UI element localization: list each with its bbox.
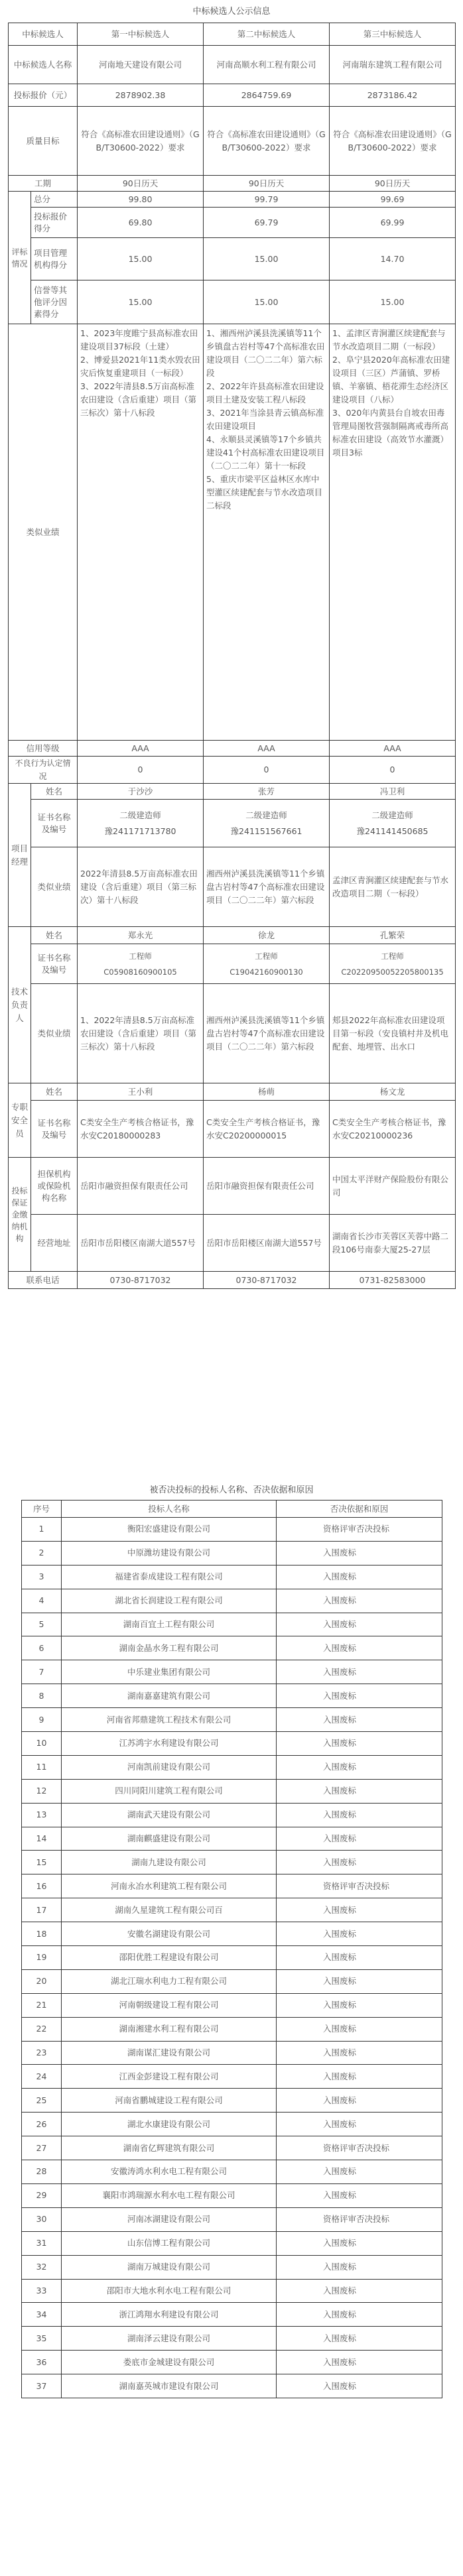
credit-score: 15.00: [78, 280, 204, 324]
row-index: 13: [22, 1803, 62, 1827]
rejection-reason: 入围废标: [277, 1565, 442, 1589]
pm-performance: 孟津区青涧灌区续建配套与节水改造项目二期（一标段）: [330, 847, 456, 927]
header-cell: 第三中标候选人: [330, 23, 456, 46]
pm-cert: 二级建造师 豫241141450685: [330, 800, 456, 847]
tech-cert-label: 证书名称及编号: [31, 944, 78, 984]
bid-score-label: 投标报价得分: [31, 208, 78, 238]
table-row: [22, 1827, 442, 1851]
row-index: 29: [22, 2183, 62, 2207]
row-index: 4: [22, 1589, 62, 1613]
rejection-reason: 入围废标: [277, 2374, 442, 2398]
row-index: 9: [22, 1708, 62, 1732]
pm-name-row: [9, 784, 456, 800]
rejection-reason: 入围废标: [277, 1755, 442, 1779]
table-row: [22, 2065, 442, 2089]
safety-cert: C类安全生产考核合格证书，豫水安C20210000236: [330, 1101, 456, 1158]
bidder-name: 中乐建业集团有限公司: [62, 1660, 277, 1684]
credit-label: 信誉等其他评分因素得分: [31, 280, 78, 324]
bidder-name: 湖南久星建筑工程有限公司百: [62, 1898, 277, 1922]
pm-cert: 二级建造师 豫241151567661: [204, 800, 330, 847]
credit-row: [9, 280, 456, 324]
tech-name: 郑永光: [78, 927, 204, 944]
quality-target: 符合《高标准农田建设通则》（GB/T30600-2022）要求: [204, 107, 330, 176]
bad-behavior-row: [9, 757, 456, 784]
candidate-name: 河南高顺水利工程有限公司: [204, 46, 330, 84]
credit-level-row: [9, 741, 456, 757]
table-row: [22, 2327, 442, 2351]
bad-behavior-value: 0: [204, 757, 330, 784]
table-row: [22, 2136, 442, 2160]
bidder-name: 湖南万城建设有限公司: [62, 2255, 277, 2279]
performance-row: [9, 324, 456, 741]
pm-perf-row: [9, 847, 456, 927]
total-score: 99.79: [204, 192, 330, 208]
safety-cert: C类安全生产考核合格证书，豫水安C20180000283: [78, 1101, 204, 1158]
mgmt-row: [9, 238, 456, 280]
row-label: 工期: [9, 176, 78, 192]
phone: 0730-8717032: [78, 1272, 204, 1289]
rejection-reason: 入围废标: [277, 2351, 442, 2374]
header-cell: 投标人名称: [62, 1501, 277, 1518]
pm-name-label: 姓名: [31, 784, 78, 800]
rejection-reason: 入围废标: [277, 1541, 442, 1565]
tech-performance: 湘西州泸溪县洗溪镇等11个乡镇盘古岩村等47个高标准农田建设项目（二〇二二年）第六标段: [204, 984, 330, 1083]
row-index: 24: [22, 2065, 62, 2089]
bidder-name: 福建省泰成建设工程有限公司: [62, 1565, 277, 1589]
bidder-name: 四川同阳川建筑工程有限公司: [62, 1779, 277, 1803]
bidder-name: 湖南嘉嘉建筑有限公司: [62, 1684, 277, 1708]
total-row: [9, 192, 456, 208]
credit-level: AAA: [204, 741, 330, 757]
table-row: [22, 1803, 442, 1827]
safety-cert-label: 证书名称及编号: [31, 1101, 78, 1158]
row-index: 18: [22, 1922, 62, 1946]
mgmt-score: 14.70: [330, 238, 456, 280]
pm-name: 张芳: [204, 784, 330, 800]
phone: 0731-82583000: [330, 1272, 456, 1289]
bidder-name: 湖南湘建水利工程有限公司: [62, 2017, 277, 2041]
rejection-reason: 入围废标: [277, 2327, 442, 2351]
row-index: 20: [22, 1969, 62, 1993]
row-index: 30: [22, 2207, 62, 2231]
bidder-name: 湖南九建设有限公司: [62, 1851, 277, 1874]
table-row: [22, 1518, 442, 1542]
row-label: 不良行为认定情况: [9, 757, 78, 784]
total-score: 99.80: [78, 192, 204, 208]
bidder-name: 邵阳优胜工程建设有限公司: [62, 1946, 277, 1970]
quality-row: [9, 107, 456, 176]
rejection-reason: 入围废标: [277, 2231, 442, 2255]
rejection-reason: 入围废标: [277, 2303, 442, 2327]
inst-name-row: [9, 1158, 456, 1215]
row-index: 12: [22, 1779, 62, 1803]
rejection-reason: 入围废标: [277, 2089, 442, 2113]
rejection-reason: 入围废标: [277, 2065, 442, 2089]
bidder-name: 襄阳市鸿瑞源水利水电工程有限公司: [62, 2183, 277, 2207]
rejection-reason: 入围废标: [277, 1898, 442, 1922]
rejection-reason: 入围废标: [277, 1946, 442, 1970]
rejection-reason: 入围废标: [277, 2113, 442, 2136]
winning-candidates-table: [8, 23, 456, 1289]
row-index: 26: [22, 2113, 62, 2136]
pm-cert-label: 证书名称及编号: [31, 800, 78, 847]
row-label: 信用等级: [9, 741, 78, 757]
safety-name: 杨萌: [204, 1083, 330, 1101]
rejected-bidders-table: [21, 1500, 442, 2398]
table-row: [22, 2183, 442, 2207]
performance-cell: 1、孟津区青涧灌区续建配套与节水改造项目二期（一标段） 2、阜宁县2020年高标准农田建设项目（三区）芦蒲镇、罗桥镇、羊寨镇、梧花滞生态经济区建设项目（八标） 3、020年内黄县台自坡农田毒管理局图牧营强制隔离戒毒所高标准农田建设（高效节水灌溉）项目3标: [330, 324, 456, 741]
row-label: 投标报价（元）: [9, 84, 78, 107]
safety-cert-row: [9, 1101, 456, 1158]
bidder-name: 河南凯前建设有限公司: [62, 1755, 277, 1779]
header-cell: 中标候选人: [9, 23, 78, 46]
tech-cert: 工程师 C20220950052205800135: [330, 944, 456, 984]
bidder-name: 湖北省长润建设工程有限公司: [62, 1589, 277, 1613]
bidder-name: 江西金彭建设工程有限公司: [62, 2065, 277, 2089]
row-index: 37: [22, 2374, 62, 2398]
credit-score: 15.00: [330, 280, 456, 324]
table-row: [22, 1898, 442, 1922]
bidder-name: 湖南麒盛建设有限公司: [62, 1827, 277, 1851]
row-label: 联系电话: [9, 1272, 78, 1289]
table-row: [22, 2231, 442, 2255]
inst-addr: 岳阳市岳阳楼区南湖大道557号: [78, 1215, 204, 1272]
row-index: 15: [22, 1851, 62, 1874]
credit-level: AAA: [330, 741, 456, 757]
performance-cell: 1、2023年度睢宁县高标准农田建设项目37标段（土建） 2、博爱县2021年11类水毁农田灾后恢复重建项目（一标段） 3、2022年清县8.5万亩高标准农田建设（含后重建）项目（第三标次）第十八标段: [78, 324, 204, 741]
row-index: 23: [22, 2041, 62, 2065]
row-index: 27: [22, 2136, 62, 2160]
period-row: [9, 176, 456, 192]
table-row: [22, 2089, 442, 2113]
review-label: 评标情况: [9, 192, 31, 324]
tech-performance: 郏县2022年高标准农田建设项目第一标段（安良镇村井及机电配套、地埋管、出水口: [330, 984, 456, 1083]
bad-behavior-value: 0: [78, 757, 204, 784]
row-index: 32: [22, 2255, 62, 2279]
bidder-name: 山东信博工程有限公司: [62, 2231, 277, 2255]
row-label: 中标候选人名称: [9, 46, 78, 84]
period: 90日历天: [204, 176, 330, 192]
safety-cert: C类安全生产考核合格证书，豫水安C20200000015: [204, 1101, 330, 1158]
bidder-name: 河南省鹏城建设工程有限公司: [62, 2089, 277, 2113]
period: 90日历天: [78, 176, 204, 192]
row-index: 36: [22, 2351, 62, 2374]
tech-cert-row: [9, 944, 456, 984]
rejection-reason: 入围废标: [277, 1589, 442, 1613]
row-index: 1: [22, 1518, 62, 1542]
rejection-reason: 入围废标: [277, 2255, 442, 2279]
safety-name-row: [9, 1083, 456, 1101]
row-index: 7: [22, 1660, 62, 1684]
bidder-name: 安徽涛鸿水利水电工程有限公司: [62, 2160, 277, 2184]
row-index: 19: [22, 1946, 62, 1970]
tech-label: 技术负责人: [9, 927, 31, 1083]
pm-cert: 二级建造师 豫241171713780: [78, 800, 204, 847]
row-index: 31: [22, 2231, 62, 2255]
rejection-reason: 资格评审否决投标: [277, 1874, 442, 1898]
rejection-reason: 入围废标: [277, 1708, 442, 1732]
rejection-reason: 入围废标: [277, 1922, 442, 1946]
mgmt-score: 15.00: [204, 238, 330, 280]
table-row: [22, 2303, 442, 2327]
rejection-reason: 入围废标: [277, 1803, 442, 1827]
row-label: 类似业绩: [9, 324, 78, 741]
candidate-name: 河南瑞东建筑工程有限公司: [330, 46, 456, 84]
bidder-name: 湖南百宜土工程有限公司: [62, 1613, 277, 1636]
header-cell: 第一中标候选人: [78, 23, 204, 46]
table-row: [22, 1969, 442, 1993]
safety-name-label: 姓名: [31, 1083, 78, 1101]
table-row: [22, 1636, 442, 1660]
row-index: 8: [22, 1684, 62, 1708]
bidder-name: 湖南金晶水务工程有限公司: [62, 1636, 277, 1660]
tech-name: 徐龙: [204, 927, 330, 944]
rejection-reason: 资格评审否决投标: [277, 1518, 442, 1542]
table-row: [22, 1779, 442, 1803]
row-index: 33: [22, 2279, 62, 2303]
bid-price: 2873186.42: [330, 84, 456, 107]
period: 90日历天: [330, 176, 456, 192]
rejection-reason: 入围废标: [277, 2041, 442, 2065]
bidder-name: 江苏鸿宇水利建设有限公司: [62, 1732, 277, 1756]
rejection-reason: 入围废标: [277, 1684, 442, 1708]
bid-score-row: [9, 208, 456, 238]
rejection-reason: 入围废标: [277, 2279, 442, 2303]
quality-target: 符合《高标准农田建设通则》（GB/T30600-2022）要求: [330, 107, 456, 176]
inst-name-label: 担保机构或保险机构名称: [31, 1158, 78, 1215]
inst-name: 岳阳市融资担保有限责任公司: [204, 1158, 330, 1215]
phone: 0730-8717032: [204, 1272, 330, 1289]
pm-perf-label: 类似业绩: [31, 847, 78, 927]
rejection-reason: 入围废标: [277, 2160, 442, 2184]
pm-cert-row: [9, 800, 456, 847]
rejection-reason: 入围废标: [277, 1851, 442, 1874]
bidder-name: 安徽名湖建设有限公司: [62, 1922, 277, 1946]
table-row: [22, 1755, 442, 1779]
bid-score: 69.80: [78, 208, 204, 238]
table-row: [22, 1946, 442, 1970]
bidder-name: 河南朝级建设工程有限公司: [62, 1993, 277, 2017]
header-cell: 第二中标候选人: [204, 23, 330, 46]
rejection-reason: 入围废标: [277, 1827, 442, 1851]
row-index: 34: [22, 2303, 62, 2327]
inst-addr: 湖南省长沙市芙蓉区芙蓉中路二段106号南泰大厦25-27层: [330, 1215, 456, 1272]
table2-caption: 被否决投标的投标人名称、否决依据和原因: [149, 1485, 314, 1495]
credit-score: 15.00: [204, 280, 330, 324]
table-row: [22, 2017, 442, 2041]
tech-perf-label: 类似业绩: [31, 984, 78, 1083]
tech-cert: 工程师 C19042160900130: [204, 944, 330, 984]
safety-name: 杨文龙: [330, 1083, 456, 1101]
tech-performance: 1、2022年清县8.5万亩高标准农田建设（含后重建）项目（第三标次）第十八标段: [78, 984, 204, 1083]
row-index: 11: [22, 1755, 62, 1779]
table-row: [22, 1851, 442, 1874]
rejection-reason: 入围废标: [277, 1732, 442, 1756]
rejection-reason: 入围废标: [277, 1636, 442, 1660]
tech-name-row: [9, 927, 456, 944]
row-index: 28: [22, 2160, 62, 2184]
inst-addr-row: [9, 1215, 456, 1272]
bidder-name: 中原潍坊建设有限公司: [62, 1541, 277, 1565]
mgmt-score: 15.00: [78, 238, 204, 280]
row-label: 质量目标: [9, 107, 78, 176]
candidate-name: 河南地天建设有限公司: [78, 46, 204, 84]
table1-caption: 中标候选人公示信息: [192, 7, 271, 17]
row-index: 21: [22, 1993, 62, 2017]
row-index: 14: [22, 1827, 62, 1851]
row-index: 16: [22, 1874, 62, 1898]
bidder-name: 湖南武天建设有限公司: [62, 1803, 277, 1827]
table-row: [22, 2279, 442, 2303]
row-index: 25: [22, 2089, 62, 2113]
rejection-reason: 入围废标: [277, 1969, 442, 1993]
bidder-name: 浙江鸿翔水利建设有限公司: [62, 2303, 277, 2327]
pm-label: 项目经理: [9, 784, 31, 927]
safety-label: 专职安全员: [9, 1083, 31, 1158]
header-cell: 否决依据和原因: [277, 1501, 442, 1518]
table-row: [22, 2374, 442, 2398]
rejection-reason: 入围废标: [277, 1660, 442, 1684]
rejection-reason: 入围废标: [277, 1779, 442, 1803]
row-index: 5: [22, 1613, 62, 1636]
rejection-reason: 入围废标: [277, 1993, 442, 2017]
table-row: [22, 1708, 442, 1732]
bidder-name: 湖南嘉英城市建设有限公司: [62, 2374, 277, 2398]
inst-addr: 岳阳市岳阳楼区南湖大道557号: [204, 1215, 330, 1272]
row-index: 17: [22, 1898, 62, 1922]
table-row: [22, 1589, 442, 1613]
row-index: 22: [22, 2017, 62, 2041]
bidder-name: 湖北江瑞水利电力工程有限公司: [62, 1969, 277, 1993]
bidder-name: 河南省邦鼎建筑工程技术有限公司: [62, 1708, 277, 1732]
inst-addr-label: 经营地址: [31, 1215, 78, 1272]
table-row: [22, 1922, 442, 1946]
row-index: 6: [22, 1636, 62, 1660]
total-label: 总分: [31, 192, 78, 208]
header-row: [9, 23, 456, 46]
row-index: 35: [22, 2327, 62, 2351]
inst-name: 岳阳市融资担保有限责任公司: [78, 1158, 204, 1215]
table-row: [22, 1660, 442, 1684]
table-row: [22, 1874, 442, 1898]
tech-name: 孔繁荣: [330, 927, 456, 944]
row-index: 10: [22, 1732, 62, 1756]
pm-performance: 湘西州泸溪县洗溪镇等11个乡镇盘古岩村等47个高标准农田建设项目（二〇二二年）第六标段: [204, 847, 330, 927]
bidder-name: 娄底市金城建设有限公司: [62, 2351, 277, 2374]
rejection-reason: 入围废标: [277, 2183, 442, 2207]
bidder-name: 湖南省亿辉建筑有限公司: [62, 2136, 277, 2160]
table-row: [22, 2207, 442, 2231]
header-cell: 序号: [22, 1501, 62, 1518]
rejection-reason: 资格评审否决投标: [277, 2136, 442, 2160]
table-row: [22, 2113, 442, 2136]
name-row: [9, 46, 456, 84]
rejection-reason: 入围废标: [277, 1613, 442, 1636]
tech-name-label: 姓名: [31, 927, 78, 944]
performance-cell: 1、湘西州泸溪县洗溪镇等11个乡镇盘古岩村等47个高标准农田建设项目（二〇二二年）第六标段 2、2022年许县高标准农田建设项目土建及安装工程八标段 3、2021年当涂县青云镇高标准农田建设项目 4、永顺县灵溪镇等17个乡镇共建设41个村高标准农田建设项目（二〇二二年）第十一标段 5、重庆市梁平区益林区水库中型灌区续建配套与节水改造项目二标段: [204, 324, 330, 741]
header-row: [22, 1501, 442, 1518]
row-index: 2: [22, 1541, 62, 1565]
bidder-name: 湖南谋汇建设有限公司: [62, 2041, 277, 2065]
price-row: [9, 84, 456, 107]
rejection-reason: 入围废标: [277, 2017, 442, 2041]
rejection-reason: 资格评审否决投标: [277, 2207, 442, 2231]
bidder-name: 湖南泽云建设有限公司: [62, 2327, 277, 2351]
table-row: [22, 1684, 442, 1708]
table-row: [22, 1541, 442, 1565]
row-index: 3: [22, 1565, 62, 1589]
bidder-name: 河南永冶水利建筑工程有限公司: [62, 1874, 277, 1898]
quality-target: 符合《高标准农田建设通则》（GB/T30600-2022）要求: [78, 107, 204, 176]
inst-name: 中国太平洋财产保险股份有限公司: [330, 1158, 456, 1215]
tech-cert: 工程师 C05908160900105: [78, 944, 204, 984]
bidder-name: 湖北水康建设有限公司: [62, 2113, 277, 2136]
bid-price: 2878902.38: [78, 84, 204, 107]
pm-performance: 2022年清县8.5万亩高标准农田建设（含后重建）项目（第三标次）第十八标段: [78, 847, 204, 927]
total-score: 99.69: [330, 192, 456, 208]
inst-label: 投标保证金缴纳机构: [9, 1158, 31, 1272]
bad-behavior-value: 0: [330, 757, 456, 784]
bidder-name: 河南冰湖建设有限公司: [62, 2207, 277, 2231]
tech-perf-row: [9, 984, 456, 1083]
table-row: [22, 2041, 442, 2065]
table-row: [22, 1565, 442, 1589]
table-row: [22, 1993, 442, 2017]
bid-price: 2864759.69: [204, 84, 330, 107]
phone-row: [9, 1272, 456, 1289]
table-row: [22, 2160, 442, 2184]
bidder-name: 邵阳市大地水利水电工程有限公司: [62, 2279, 277, 2303]
table-row: [22, 1613, 442, 1636]
safety-name: 王小利: [78, 1083, 204, 1101]
table-row: [22, 2255, 442, 2279]
table-row: [22, 1732, 442, 1756]
table-row: [22, 2351, 442, 2374]
pm-name: 冯卫利: [330, 784, 456, 800]
pm-name: 于沙沙: [78, 784, 204, 800]
mgmt-label: 项目管理机构得分: [31, 238, 78, 280]
bid-score: 69.99: [330, 208, 456, 238]
bid-score: 69.79: [204, 208, 330, 238]
credit-level: AAA: [78, 741, 204, 757]
bidder-name: 衡阳宏盛建设有限公司: [62, 1518, 277, 1542]
